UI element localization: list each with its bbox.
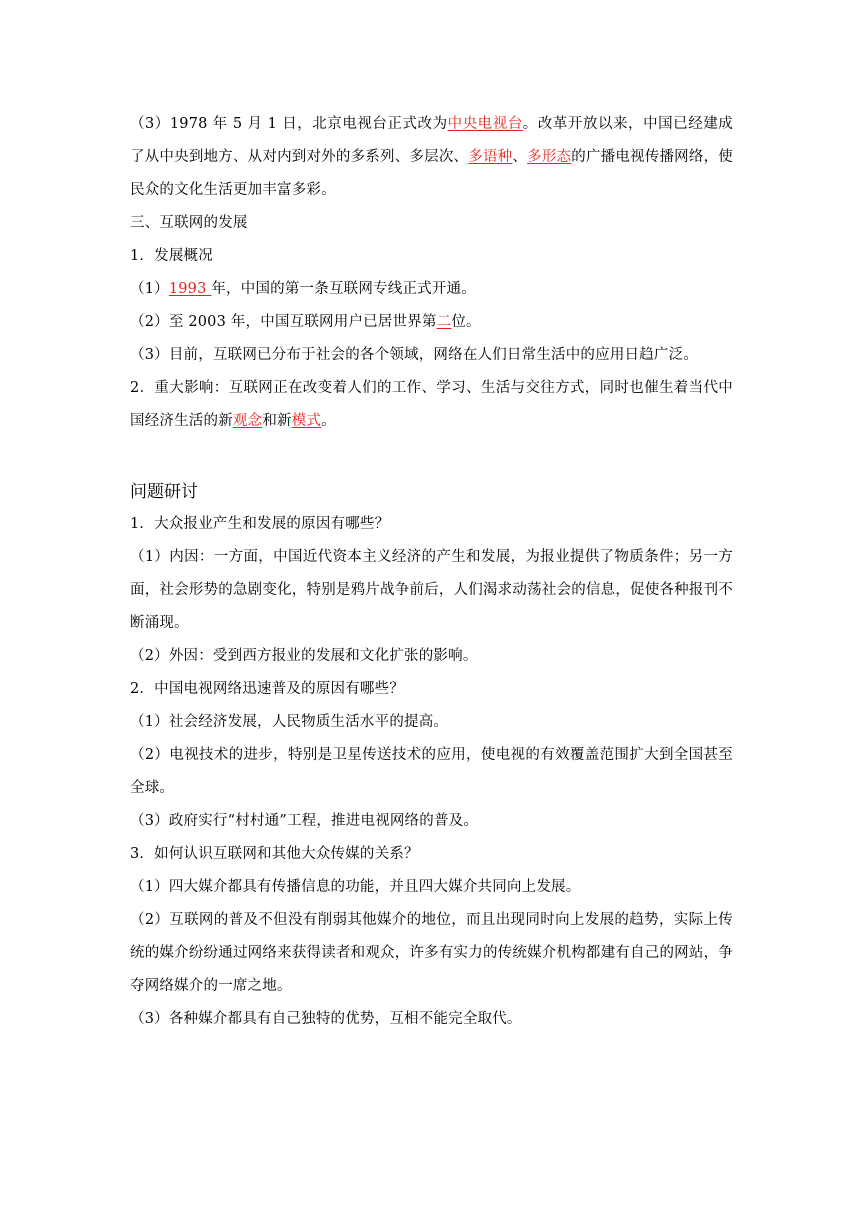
answer-cctv: 中央电视台	[447, 116, 523, 132]
internet-item-3: （3）目前，互联网已分布于社会的各个领域，网络在人们日常生活中的应用日趋广泛。	[130, 347, 699, 363]
question-2-answer-3: （3）政府实行“村村通”工程，推进电视网络的普及。	[130, 813, 479, 829]
question-2: 2．中国电视网络迅速普及的原因有哪些？	[130, 681, 405, 697]
internet-impact	[130, 372, 733, 438]
text: （2）至 2003 年，中国互联网用户已居世界第	[130, 314, 437, 330]
answer-1993: 1993	[168, 281, 212, 297]
subheading-overview: 1．发展概况	[130, 248, 213, 264]
question-3-answer-3: （3）各种媒介都具有自己独特的优势，互相不能完全取代。	[130, 1011, 522, 1027]
discussion-heading: 问题研讨	[130, 482, 198, 502]
document-page	[130, 108, 733, 1036]
question-2-answer-2: （2）电视技术的进步，特别是卫星传送技术的应用，使电视的有效覆盖范围扩大到全国甚至全球。	[130, 747, 733, 796]
question-2-answer-1: （1）社会经济发展，人民物质生活水平的提高。	[130, 714, 449, 730]
internet-item-2	[130, 306, 733, 339]
internet-item-1	[130, 273, 733, 306]
question-3-answer-1: （1）四大媒介都具有传播信息的功能，并且四大媒介共同向上发展。	[130, 879, 581, 895]
text: 2．重大影响：互联网正在改变着人们的工作、学习、生活与交往方式，同时也催生着当代中国经济生活的新	[130, 380, 733, 429]
text: （3）1978 年 5 月 1 日，北京电视台正式改为	[130, 116, 448, 132]
text: （1）	[130, 281, 169, 297]
answer-multilingual: 多语种	[468, 149, 513, 165]
text: 的广播电视传播网络，使民众的文化生活更加丰富多彩。	[130, 149, 733, 198]
text: 、	[512, 149, 528, 165]
text: 和新	[262, 413, 292, 429]
answer-mode: 模式	[291, 413, 322, 429]
text: 年，中国的第一条互联网专线正式开通。	[211, 281, 476, 297]
text: 。改革开放以来，中国已经建成了从中央到地方、从对内到对外的多系列、多层次、	[130, 116, 733, 165]
tv-paragraph-3	[130, 108, 733, 207]
text: 。	[321, 413, 336, 429]
answer-multiform: 多形态	[527, 149, 572, 165]
answer-concept: 观念	[232, 413, 263, 429]
question-3: 3．如何认识互联网和其他大众传媒的关系？	[130, 846, 419, 862]
question-1: 1．大众报业产生和发展的原因有哪些？	[130, 516, 390, 532]
text: 位。	[451, 314, 481, 330]
question-1-answer-2: （2）外因：受到西方报业的发展和文化扩张的影响。	[130, 648, 478, 664]
question-3-answer-2: （2）互联网的普及不但没有削弱其他媒介的地位，而且出现同时向上发展的趋势，实际上传统的媒介纷纷通过网络来获得读者和观众，许多有实力的传统媒介机构都建有自己的网站，争夺网络媒介的一席之地。	[130, 912, 733, 994]
answer-second: 二	[436, 314, 452, 330]
question-1-answer-1: （1）内因：一方面，中国近代资本主义经济的产生和发展，为报业提供了物质条件；另一方面，社会形势的急剧变化，特别是鸦片战争前后，人们渴求动荡社会的信息，促使各种报刊不断涌现。	[130, 549, 733, 631]
section-title-internet: 三、互联网的发展	[130, 215, 248, 231]
